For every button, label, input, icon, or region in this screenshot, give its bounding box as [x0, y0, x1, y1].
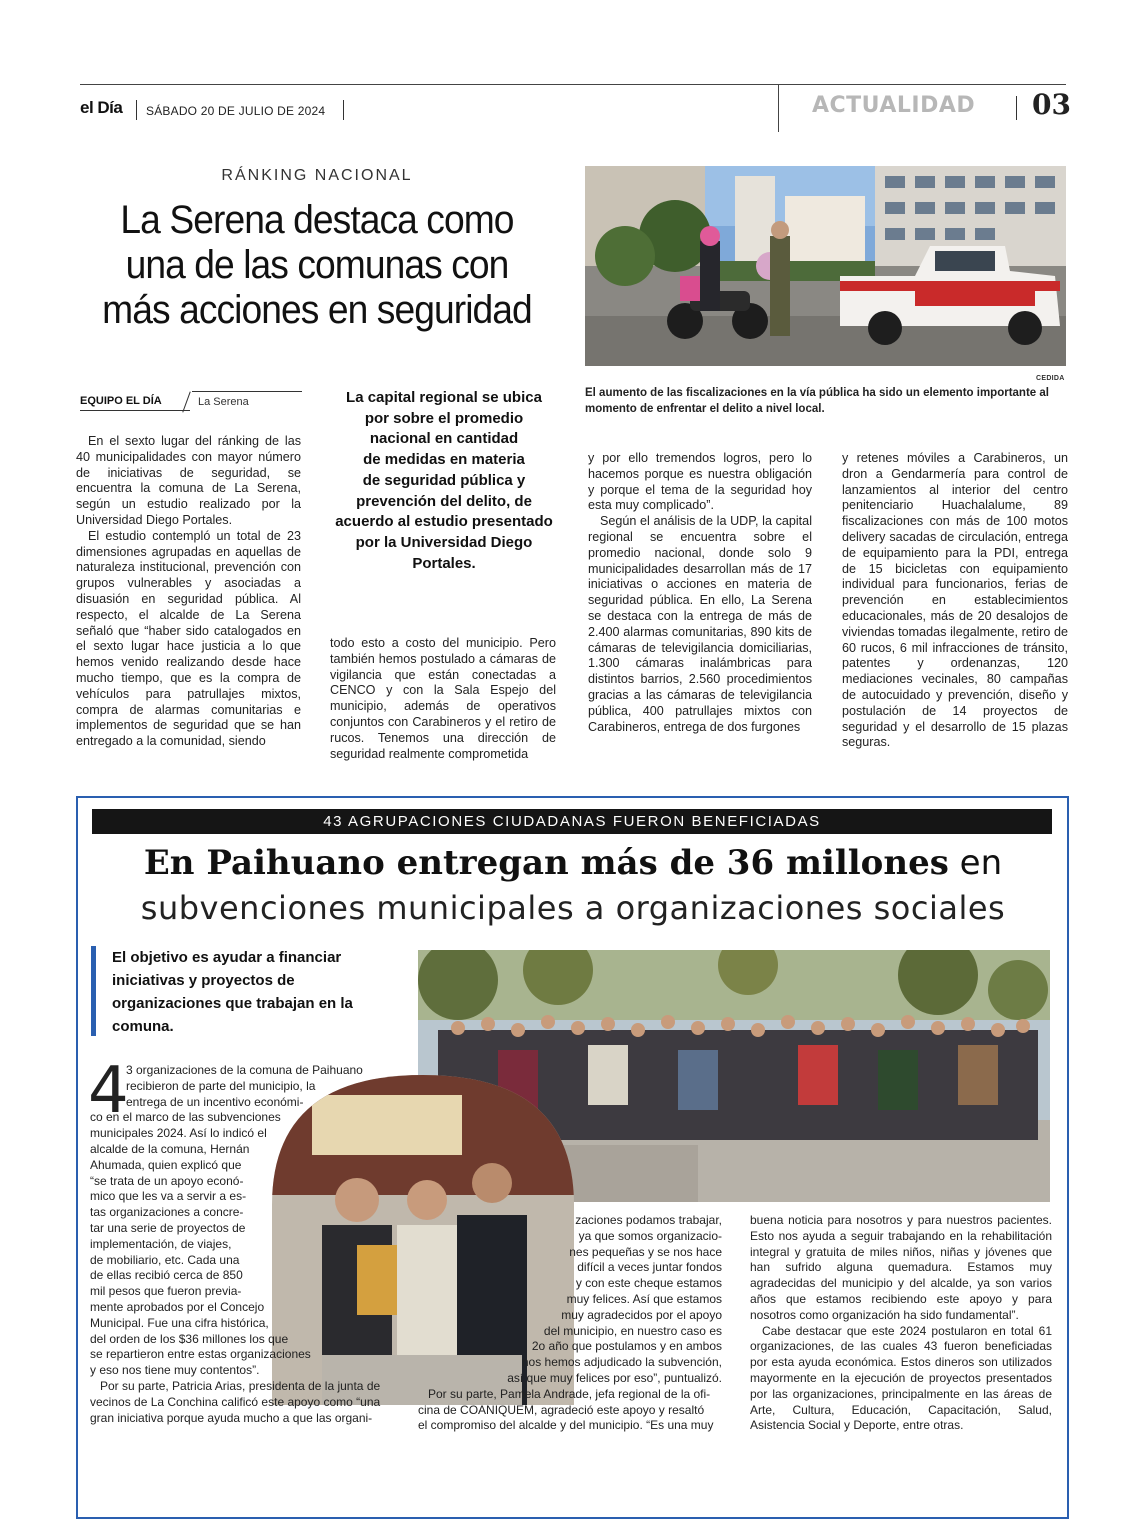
text-line: vecinos de La Conchina calificó este apoyo como “una	[90, 1394, 381, 1409]
text-line: de mobiliario, etc. Cada una	[90, 1252, 240, 1267]
text-line: Por su parte, Pamela Andrade, jefa regional de la ofi-	[428, 1386, 711, 1401]
text-line: nes pequeñas y se nos hace	[569, 1244, 722, 1259]
lead-line: por sobre el promedio	[364, 409, 524, 427]
paragraph: y retenes móviles a Carabineros, un dron a Gendarmería para control de lanzamientos al interior del centro penitenciario Huachalalume, 89 fiscalizaciones con más de 100 motos delivery sacadas de circulación, entrega de equipamiento para la PDI, entrega de 15 bicicletas con equipamiento individual para funcionarios, ferias de prevención en establecimientos educacionales, más de 20 desalojos de viviendas tomadas ilegalmente, retiro de 60 rucos, 6 mil infracciones de tránsito, patentes y ordenanzas, 120 mediaciones vecinales, 80 campañas de autocuidado y prevención, diseño y postulación de 14 proyectos de seguridad y el desarrollo de 15 plazas seguras.	[842, 451, 1068, 750]
paragraph: todo esto a costo del municipio. Pero también hemos postulado a cámaras de vigilancia que están conectadas a CENCO y con la Sala Espejo del municipio, además de operativos conjuntos con Carabineros y el retiro de rucos. Tenemos una dirección de seguridad realmente comprometida	[330, 636, 556, 761]
article1-photo	[585, 166, 1066, 366]
text-line: entrega de un incentivo económi-	[126, 1094, 304, 1109]
article1-lead	[330, 388, 558, 574]
text-line: co en el marco de las subvenciones	[90, 1110, 281, 1125]
photo-caption: El aumento de las fiscalizaciones en la vía pública ha sido un elemento importante al momento de enfrentar el delito a nivel local.	[585, 387, 1049, 415]
text-line: alcalde de la comuna, Hernán	[90, 1141, 250, 1156]
text-line: cina de COANIQUEM, agradeció este apoyo y resaltó	[418, 1402, 705, 1417]
text-line: se repartieron entre estas organizaciones	[90, 1347, 311, 1362]
paragraph: buena noticia para nosotros y para nuestros pacientes. Esto nos ayuda a seguir trabajando en la rehabilitación integral y gratuita de miles niños, niñas y jóvenes que han sufrido alguna quemadura. Estamos muy agradecidas del municipio y del alcalde, ya son varios años que estamos recibiendo este apoyo y para nosotros como organización ha sido fundamental”.	[750, 1213, 1052, 1322]
lead-accent-bar	[91, 946, 96, 1036]
text-line: ya que somos organizacio-	[578, 1228, 722, 1243]
text-line: del orden de los $36 millones los que	[90, 1331, 289, 1346]
text-line: 2o año que postulamos y en ambos	[531, 1339, 722, 1354]
article2-column-3	[750, 1213, 1052, 1434]
lead-line: por la Universidad Diego	[355, 533, 533, 551]
lead-line: de seguridad pública y	[362, 471, 526, 489]
header-rule	[80, 84, 1066, 85]
article1-headline	[97, 198, 538, 333]
article2-headline	[80, 840, 1066, 886]
page-number: 03	[1032, 88, 1071, 121]
article1-column-3	[588, 451, 812, 735]
headline-line: una de las comunas con	[125, 243, 509, 287]
text-line: tar una serie de proyectos de	[90, 1220, 246, 1235]
text-line: del municipio, en nuestro caso es	[543, 1323, 722, 1338]
paragraph: Cabe destacar que este 2024 postularon en total 61 organizaciones, de las cuales 43 fueron beneficiadas por esta ayuda económica. Estos dineros son utilizados mayormente en la ejecución de proyectos presentados por las organizaciones, principalmente en las áreas de Arte, Cultura, Educación, Capacitación, Salud, Asistencia Social y Deporte, entre otras.	[750, 1323, 1052, 1433]
masthead-logo: el Día	[80, 98, 123, 117]
text-line: de ellas recibió cerca de 850	[90, 1268, 243, 1283]
header-separator	[136, 100, 137, 120]
issue-date: SÁBADO 20 DE JULIO DE 2024	[146, 104, 326, 118]
header-separator	[343, 100, 344, 120]
headline-light: en	[948, 843, 1003, 883]
article2-column-1	[90, 1063, 390, 1426]
article1-column-4	[842, 451, 1068, 751]
article2-kicker: 43 AGRUPACIONES CIUDADANAS FUERON BENEFICIADAS	[92, 809, 1052, 834]
text-line: zaciones podamos trabajar,	[575, 1213, 722, 1227]
article1-column-2	[330, 636, 556, 762]
text-line: mico que les va a servir a es-	[90, 1189, 247, 1204]
text-line: tas organizaciones a concre-	[90, 1205, 244, 1220]
text-line: municipales 2024. Así lo indicó el	[90, 1126, 267, 1141]
text-line: y eso nos tiene muy contentos”.	[90, 1363, 260, 1378]
drop-cap: 4	[88, 1054, 129, 1128]
section-name: ACTUALIDAD	[812, 93, 976, 118]
headline-line: La Serena destaca como	[120, 198, 514, 242]
lead-line: prevención del delito, de	[356, 492, 532, 510]
byline-rule	[80, 410, 190, 411]
lead-line: nacional en cantidad	[369, 430, 519, 448]
text-line: Ahumada, quien explicó que	[90, 1157, 242, 1172]
text-line: gran iniciativa porque ayuda mucho a que las organi-	[90, 1410, 373, 1425]
text-line: muy felices. Así que estamos	[566, 1291, 722, 1306]
paragraph: El estudio contempló un total de 23 dimensiones agrupadas en aquellas de naturaleza institucional, prevención con grupos vulnerables y asociadas a disuasión en seguridad pública. Al respecto, el alcalde de La Serena señaló que “haber sido catalogados en el sexto lugar hace justicia a lo que hemos venido realizando desde hace mucho tiempo, que es la compra de vehículos para patrullajes mixtos, compra de alarmas comunitarias e implementos de seguridad que se han entregado a la comunidad, siendo	[76, 528, 301, 749]
text-line: implementación, de viajes,	[90, 1236, 232, 1251]
article2-column-2	[418, 1213, 722, 1434]
text-line: recibieron de parte del municipio, la	[126, 1078, 316, 1093]
lead-line: de medidas en materia	[363, 451, 525, 469]
text-line: Por su parte, Patricia Arias, presidenta de la junta de	[100, 1378, 381, 1393]
headline-line: más acciones en seguridad	[102, 288, 532, 332]
text-line: el compromiso del alcalde y del municipio. “Es una muy	[418, 1418, 714, 1433]
text-line: difícil a veces juntar fondos	[577, 1260, 722, 1275]
byline-place: La Serena	[198, 396, 249, 408]
paragraph: Según el análisis de la UDP, la capital regional se encuentra sobre el promedio nacional, donde solo 9 municipalidades desarrollan más de 17 iniciativas o acciones en materia de seguridad pública. En ello, La Serena se destaca con la entrega de más de 2.400 alarmas comunitarias, 890 kits de cámaras de televigilancia domiciliarias, 1.300 cámaras inalámbricas para distintos barrios, 2.560 procedimientos gracias a las cámaras de televigilancia pública, 400 patrullajes mixtos con Carabineros, entrega de dos furgones	[588, 514, 812, 734]
text-line: nos hemos adjudicado la subvención,	[521, 1355, 722, 1370]
photo-credit: CEDIDA	[1036, 375, 1065, 382]
headline-bold: En Paihuano entregan más de 36 millones	[143, 843, 949, 883]
text-line: Municipal. Fue una cifra histórica,	[90, 1315, 269, 1330]
text-line: así que muy felices por eso”, puntualizó.	[507, 1370, 722, 1385]
lead-line: La capital regional se ubica	[346, 389, 542, 406]
header-separator	[1016, 96, 1017, 120]
text-line: y con este cheque estamos	[575, 1276, 722, 1291]
text-line: mil pesos que fueron previa-	[90, 1284, 242, 1299]
text-line: mente aprobados por el Concejo	[90, 1299, 265, 1314]
article1-column-1	[76, 434, 301, 750]
lead-line: acuerdo al estudio presentado	[335, 513, 553, 531]
text-line: 3 organizaciones de la comuna de Paihuano	[126, 1063, 363, 1077]
article2-lead: El objetivo es ayudar a financiar iniciativas y proyectos de organizaciones que trabajan en la comuna.	[112, 949, 353, 1035]
lead-line: Portales.	[412, 554, 476, 572]
street-scene-image	[585, 166, 1066, 366]
byline-author: EQUIPO EL DÍA	[80, 395, 162, 407]
header-vertical-rule	[778, 84, 779, 132]
paragraph: En el sexto lugar del ránking de las 40 municipalidades con mayor número de iniciativas de seguridad, se encuentra la comuna de La Serena, según un estudio realizado por la Universidad Diego Portales.	[76, 434, 301, 527]
byline-rule	[192, 391, 302, 392]
article2-headline-line2: subvenciones municipales a organizaciones sociales	[140, 889, 1006, 927]
paragraph: y por ello tremendos logros, pero lo hacemos porque es nuestra obligación y porque el tema de la seguridad hoy esta muy complicado”.	[588, 451, 812, 513]
text-line: “se trata de un apoyo econó-	[90, 1173, 244, 1188]
article1-kicker: RÁNKING NACIONAL	[221, 167, 413, 184]
text-line: muy agradecidos por el apoyo	[561, 1307, 722, 1322]
